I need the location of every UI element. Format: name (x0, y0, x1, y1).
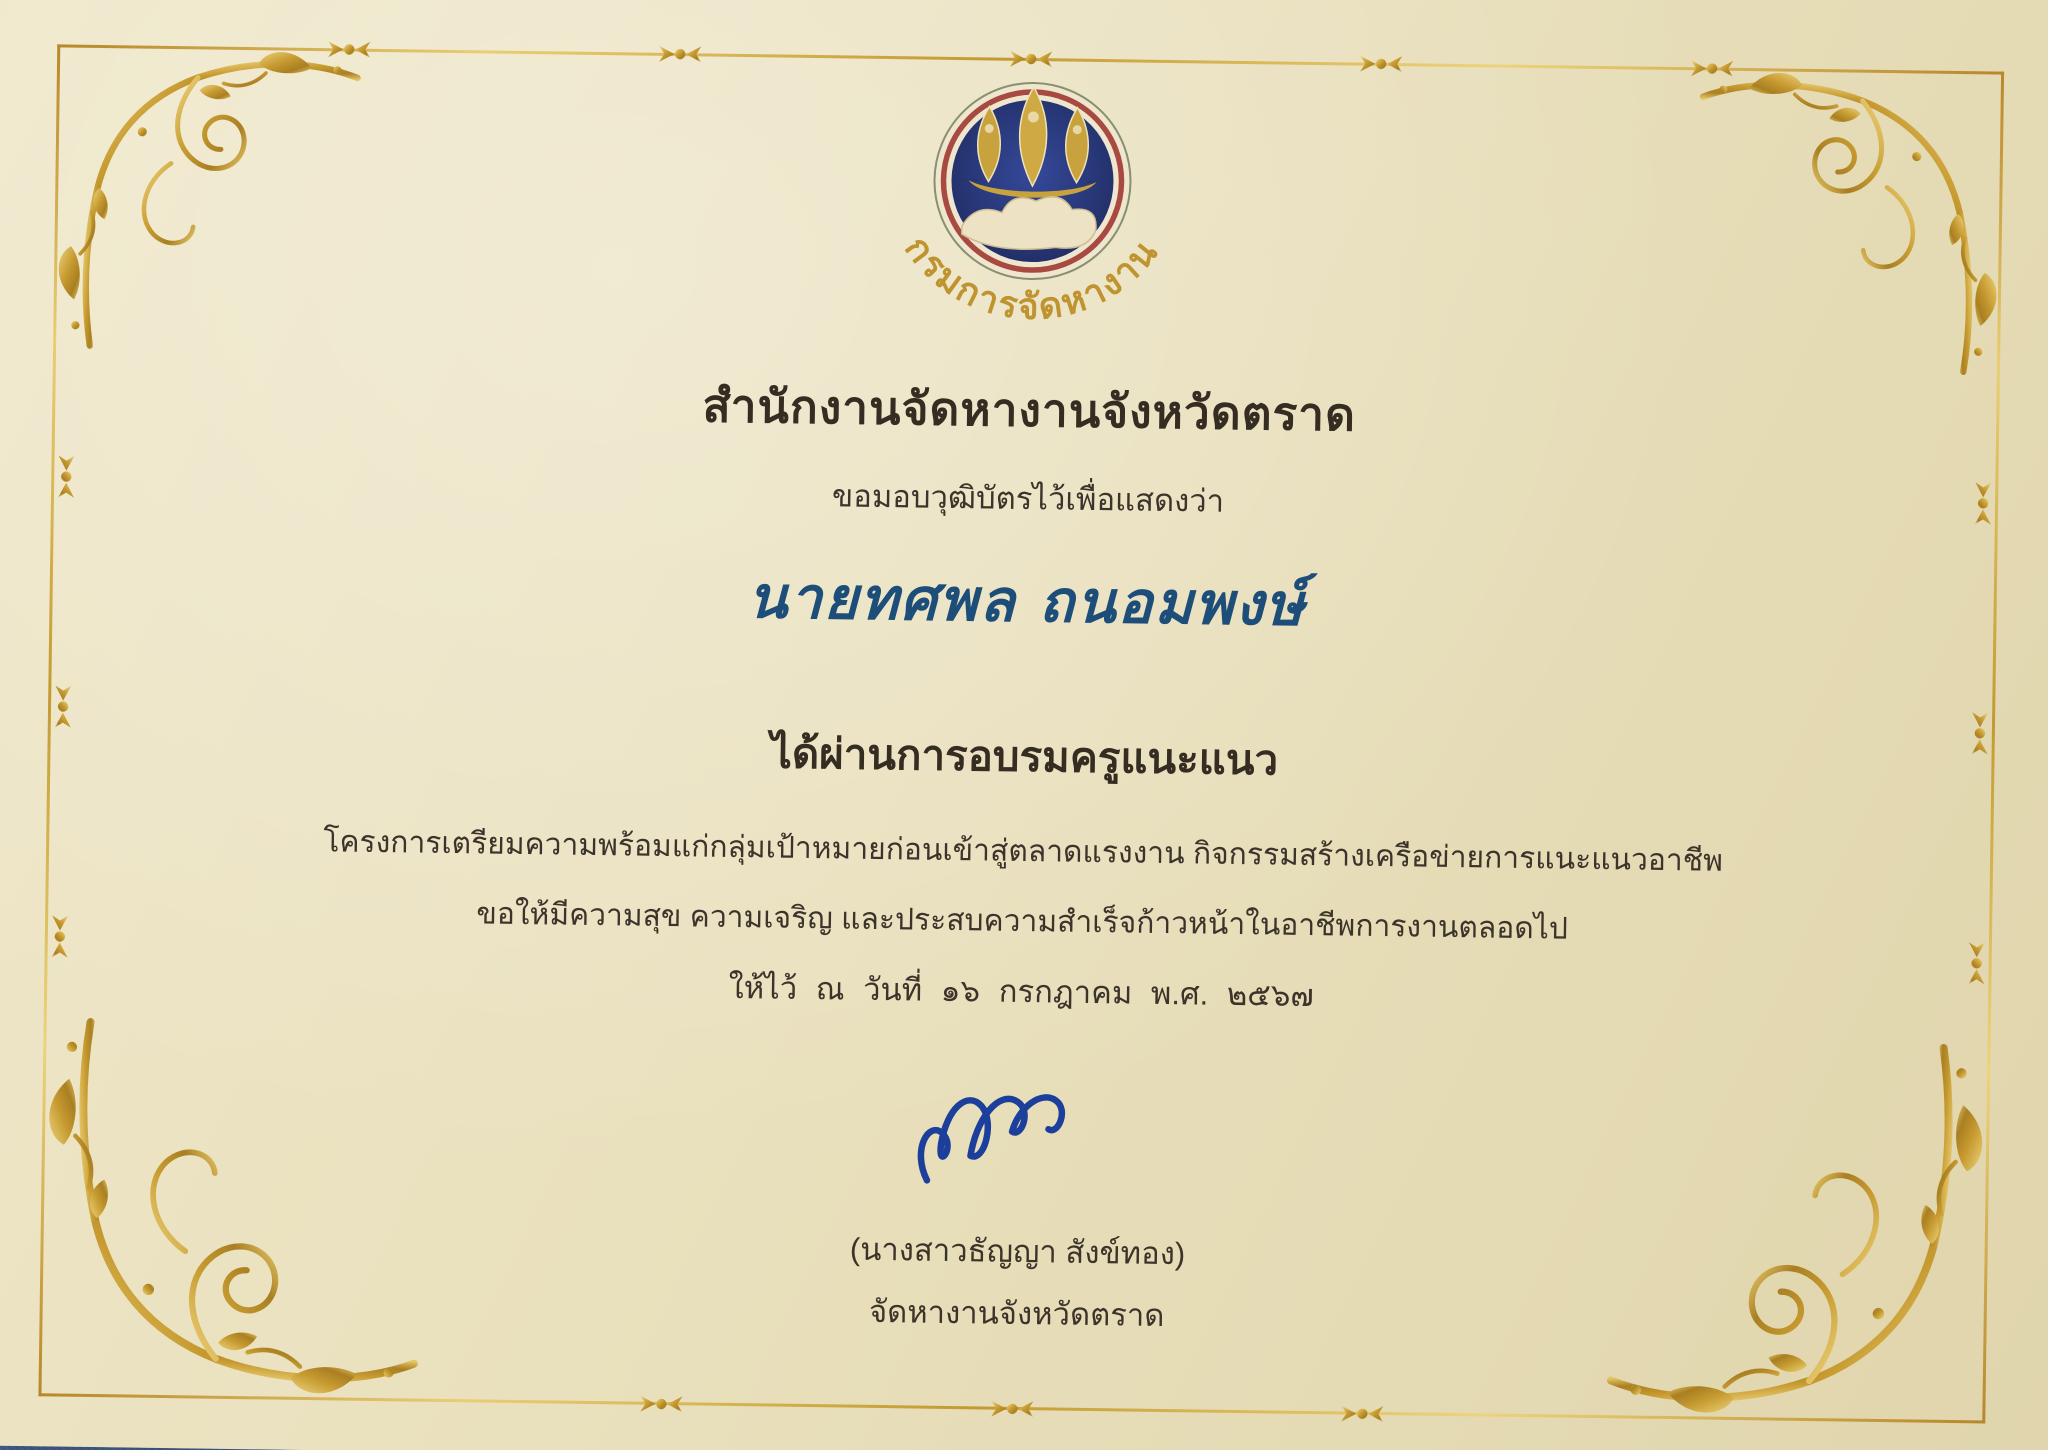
signer-title: จัดหางานจังหวัดตราด (868, 1293, 1165, 1334)
blessing-line: ขอให้มีความสุข ความเจริญ และประสบความสำเร็จก้าวหน้าในอาชีพการงานตลอดไป (476, 897, 1569, 946)
department-seal-icon (770, 27, 1294, 359)
recipient-name: นายทศพล ถนอมพงษ์ (747, 563, 1307, 639)
border-ornament-icon (989, 1400, 1035, 1419)
border-ornament-icon (657, 45, 703, 64)
border-ornament-icon (638, 1395, 684, 1414)
seal-agency-text: กรมการจัดหางาน (897, 228, 1166, 328)
office-title: สำนักงานจัดหางานจังหวัดตราด (702, 379, 1357, 441)
corner-flourish-icon (31, 22, 366, 357)
program-line: โครงการเตรียมความพร้อมแก่กลุ่มเป้าหมายก่อนเข้าสู่ตลาดแรงงาน กิจกรรมสร้างเครือข่ายการแนะแนวอาชีพ (323, 825, 1724, 878)
border-ornament-icon (1339, 1404, 1385, 1423)
corner-flourish-icon (1692, 45, 2027, 380)
achievement-line: ได้ผ่านการอบรมครูแนะแนว (770, 729, 1279, 784)
border-ornament-icon (1358, 55, 1404, 74)
signer-name: (นางสาวธัญญา สังข์ทอง) (849, 1231, 1186, 1272)
date-line: ให้ไว้ ณ วันที่ ๑๖ กรกฎาคม พ.ศ. ๒๕๖๗ (728, 969, 1314, 1014)
presents-line: ขอมอบวุฒิบัตรไว้เพื่อแสดงว่า (831, 478, 1225, 519)
